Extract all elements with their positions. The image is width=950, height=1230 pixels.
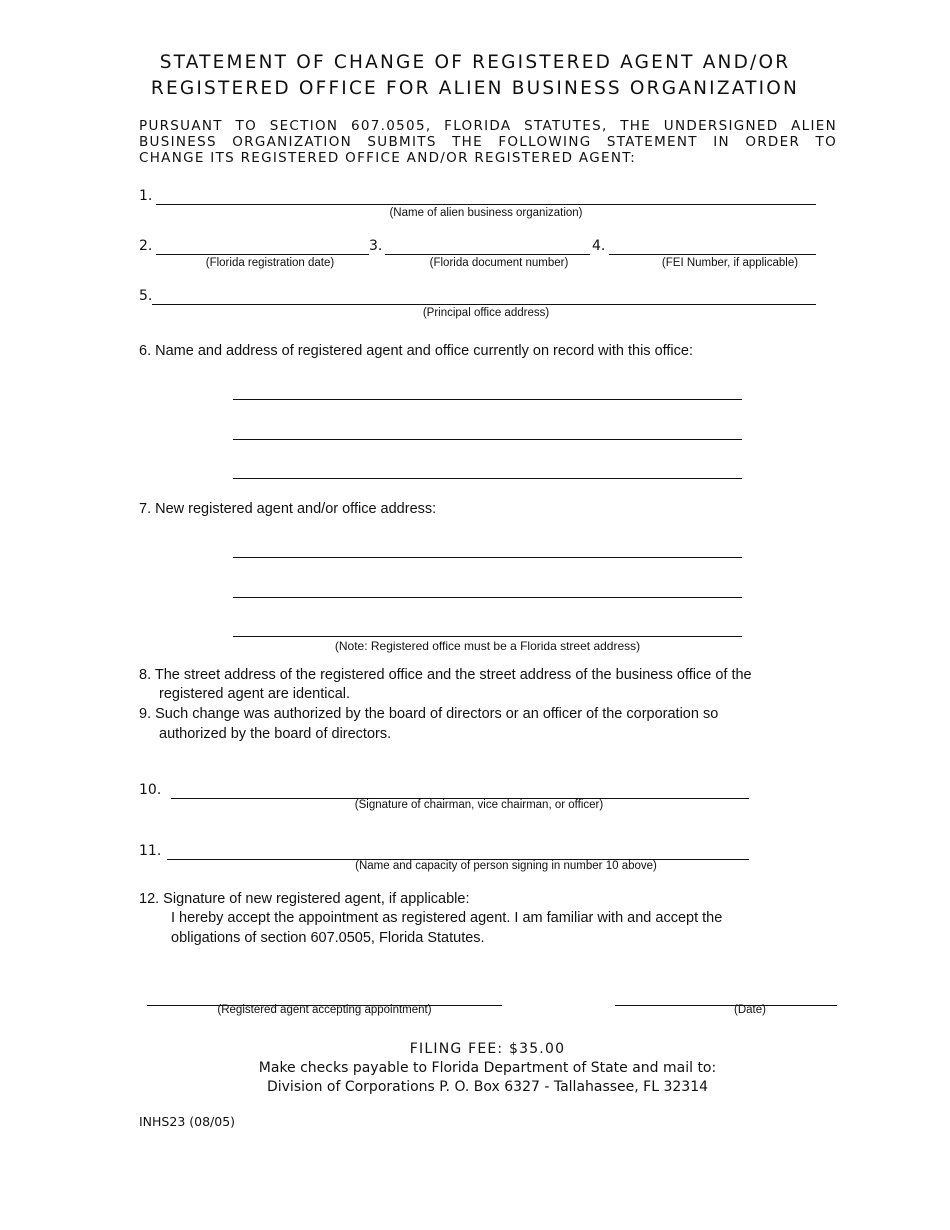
form-number: INHS23 (08/05) [139, 1114, 236, 1129]
payment-instructions: Make checks payable to Florida Department of State and mail to: [258, 1060, 717, 1076]
item-6-line-3[interactable] [233, 478, 742, 479]
mailing-address: Division of Corporations P. O. Box 6327 - Tallahassee, FL 32314 [266, 1079, 709, 1095]
item-12-line-2: I hereby accept the appointment as registered agent. I am familiar with and accept the [171, 910, 723, 926]
item-9-line-2: authorized by the board of directors. [159, 726, 392, 742]
form-title-line-1: STATEMENT OF CHANGE OF REGISTERED AGENT AND/OR [159, 52, 791, 73]
item-8-line-2: registered agent are identical. [159, 686, 351, 702]
intro-line-1: PURSUANT TO SECTION 607.0505, FLORIDA STATUTES, THE UNDERSIGNED ALIEN [139, 118, 837, 134]
form-title-line-2: REGISTERED OFFICE FOR ALIEN BUSINESS ORGANIZATION [150, 78, 800, 99]
intro-line-3: CHANGE ITS REGISTERED OFFICE AND/OR REGISTERED AGENT: [139, 150, 637, 166]
field-4-caption: (FEI Number, if applicable) [661, 257, 799, 269]
item-11-number: 11. [139, 843, 162, 859]
field-1-caption: (Name of alien business organization) [389, 207, 583, 219]
agent-signature-caption: (Registered agent accepting appointment) [217, 1004, 432, 1016]
item-8-line-1: 8. The street address of the registered office and the street address of the business office of the [139, 667, 752, 683]
field-4-number: 4. [592, 238, 606, 254]
field-2-registration-date-line[interactable] [156, 254, 369, 255]
item-7-text: 7. New registered agent and/or office address: [139, 501, 437, 517]
field-2-caption: (Florida registration date) [205, 257, 335, 269]
field-5-caption: (Principal office address) [422, 307, 550, 319]
item-12-line-3: obligations of section 607.0505, Florida Statutes. [171, 930, 485, 946]
item-7-note: (Note: Registered office must be a Florida street address) [334, 639, 641, 653]
item-6-line-2[interactable] [233, 439, 742, 440]
field-1-name-line[interactable] [156, 204, 816, 205]
item-7-line-1[interactable] [233, 557, 742, 558]
item-10-number: 10. [139, 782, 162, 798]
item-11-caption: (Name and capacity of person signing in number 10 above) [355, 860, 657, 872]
field-1-number: 1. [139, 188, 153, 204]
item-9-line-1: 9. Such change was authorized by the board of directors or an officer of the corporation so [139, 706, 719, 722]
field-2-number: 2. [139, 238, 153, 254]
item-10-caption: (Signature of chairman, vice chairman, or officer) [354, 799, 604, 811]
item-7-line-3[interactable] [233, 636, 742, 637]
date-caption: (Date) [734, 1004, 766, 1016]
item-6-text: 6. Name and address of registered agent and office currently on record with this office: [139, 343, 693, 359]
item-7-line-2[interactable] [233, 597, 742, 598]
field-5-number: 5. [139, 288, 153, 304]
item-12-line-1: 12. Signature of new registered agent, if applicable: [139, 891, 470, 907]
field-3-document-number-line[interactable] [385, 254, 590, 255]
field-4-fei-number-line[interactable] [609, 254, 816, 255]
field-3-number: 3. [369, 238, 383, 254]
field-5-address-line[interactable] [152, 304, 816, 305]
field-3-caption: (Florida document number) [429, 257, 569, 269]
item-6-line-1[interactable] [233, 399, 742, 400]
intro-line-2: BUSINESS ORGANIZATION SUBMITS THE FOLLOWING STATEMENT IN ORDER TO [139, 134, 837, 150]
filing-fee: FILING FEE: $35.00 [409, 1041, 566, 1057]
